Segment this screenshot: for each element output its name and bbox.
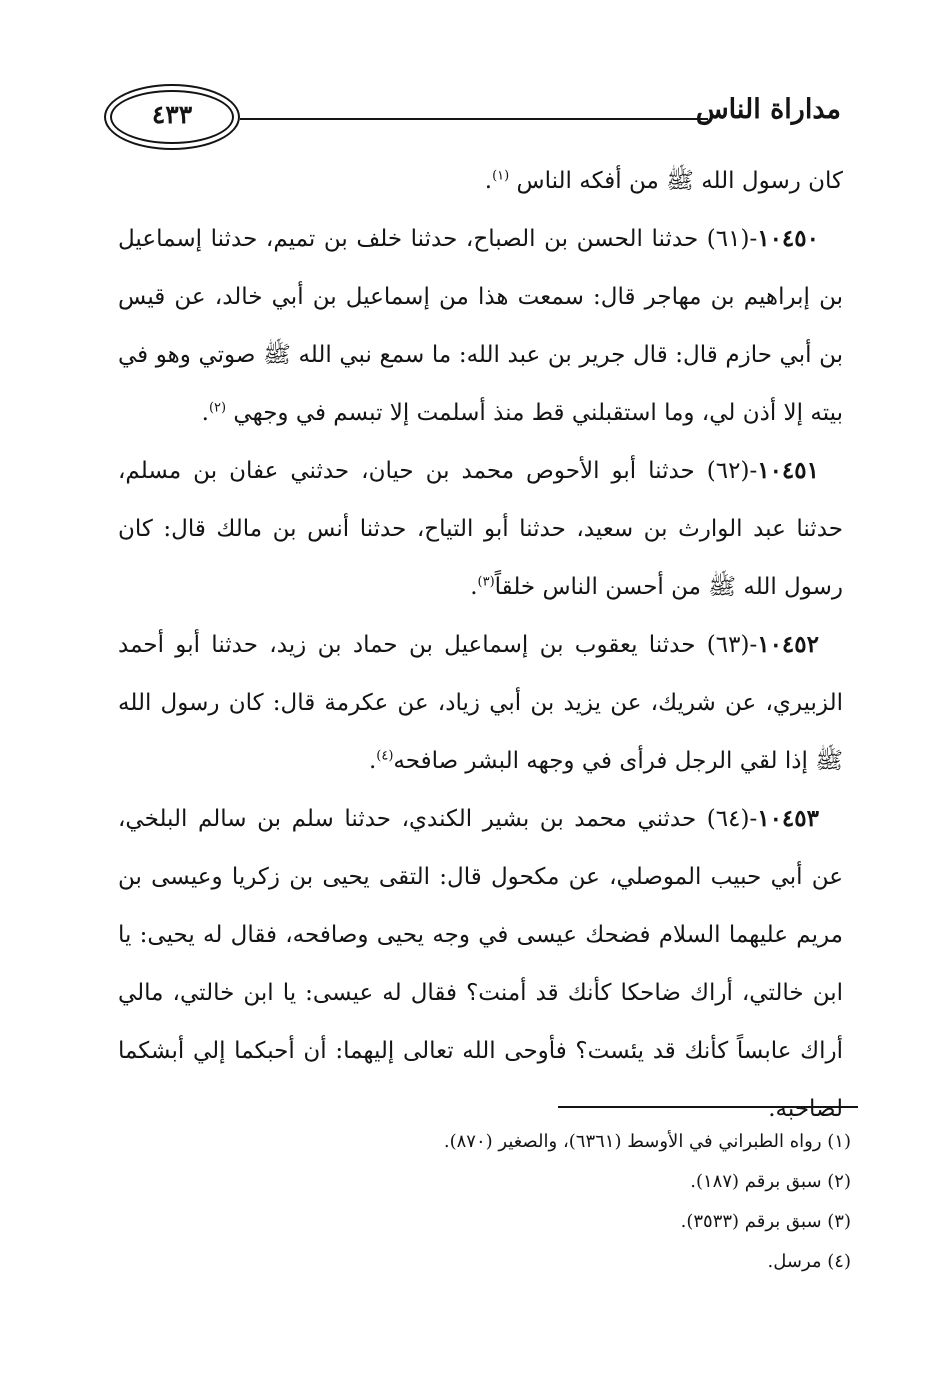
footnotes — [151, 1122, 851, 1282]
footnote-ref: (٤) — [376, 748, 394, 764]
footnote: (١) رواه الطبراني في الأوسط (٦٣٦١)، والصغير (٨٧٠). — [443, 1131, 851, 1152]
footnote-separator — [558, 1106, 858, 1108]
paragraph — [118, 790, 843, 1138]
hadith-number: ١٠٤٥٢ — [757, 631, 819, 658]
paragraph-tail: . — [484, 168, 493, 194]
main-text — [118, 152, 843, 1138]
paragraph-text: -(٦٣) حدثنا يعقوب بن إسماعيل بن حماد بن زيد، حدثنا أبو أحمد الزبيري، عن شريك، عن يزيد بن أبي زياد، عن عكرمة قال: كان رسول الله ﷺ إذا لقي الرجل فرأى في وجهه البشر صافحه — [118, 632, 843, 774]
footnote: (٢) سبق برقم (١٨٧). — [690, 1171, 851, 1192]
footnote-ref: (٣) — [477, 574, 495, 590]
chapter-title: مداراة الناس — [695, 94, 841, 125]
paragraph-text: -(٦٢) حدثنا أبو الأحوص محمد بن حيان، حدثني عفان بن مسلم، حدثنا عبد الوارث بن سعيد، حدثنا أبو التياح، حدثنا أنس بن مالك قال: كان رسول الله ﷺ من أحسن الناس خلقاً — [118, 458, 843, 600]
paragraph — [118, 210, 843, 442]
paragraph-text: كان رسول الله ﷺ من أفكه الناس — [516, 168, 843, 194]
page-number: ٤٣٣ — [151, 100, 193, 129]
footnote: (٤) مرسل. — [767, 1251, 851, 1272]
paragraph — [118, 152, 843, 210]
footnote-ref: (٢) — [208, 400, 227, 416]
footnote: (٣) سبق برقم (٣٥٣٣). — [680, 1211, 851, 1232]
page-number-frame — [104, 84, 240, 150]
paragraph-text: -(٦١) حدثنا الحسن بن الصباح، حدثنا خلف بن تميم، حدثنا إسماعيل بن إبراهيم بن مهاجر قال: سمعت هذا من إسماعيل بن أبي خالد، عن قيس بن أبي حازم قال: قال جرير بن عبد الله: ما سمع نبي الله ﷺ صوتي وهو في بيته إلا أذن لي، وما استقبلني قط منذ أسلمت إلا تبسم في وجهي — [118, 226, 843, 426]
paragraph-tail: . — [470, 574, 478, 600]
paragraph — [118, 442, 843, 616]
paragraph-text: -(٦٤) حدثني محمد بن بشير الكندي، حدثنا سلم بن سالم البلخي، عن أبي حبيب الموصلي، عن مكحول قال: التقى يحيى بن زكريا وعيسى بن مريم عليهما السلام فضحك عيسى في وجه يحيى وصافحه، فقال له يحيى: يا ابن خالتي، أراك ضاحكا كأنك قد أمنت؟ فقال له عيسى: يا ابن خالتي، مالي أراك عابساً كأنك قد يئست؟ فأوحى الله تعالى إليهما: أن أحبكما إلي أبشكما لصاحبه. — [118, 806, 843, 1122]
footnote-ref: (١) — [492, 168, 510, 184]
hadith-number: ١٠٤٥٠ — [757, 225, 819, 252]
header-rule — [240, 118, 708, 120]
hadith-number: ١٠٤٥١ — [757, 457, 819, 484]
paragraph — [118, 616, 843, 790]
paragraph-tail: . — [201, 400, 209, 426]
paragraph-tail: . — [368, 748, 377, 774]
hadith-number: ١٠٤٥٣ — [757, 805, 819, 832]
